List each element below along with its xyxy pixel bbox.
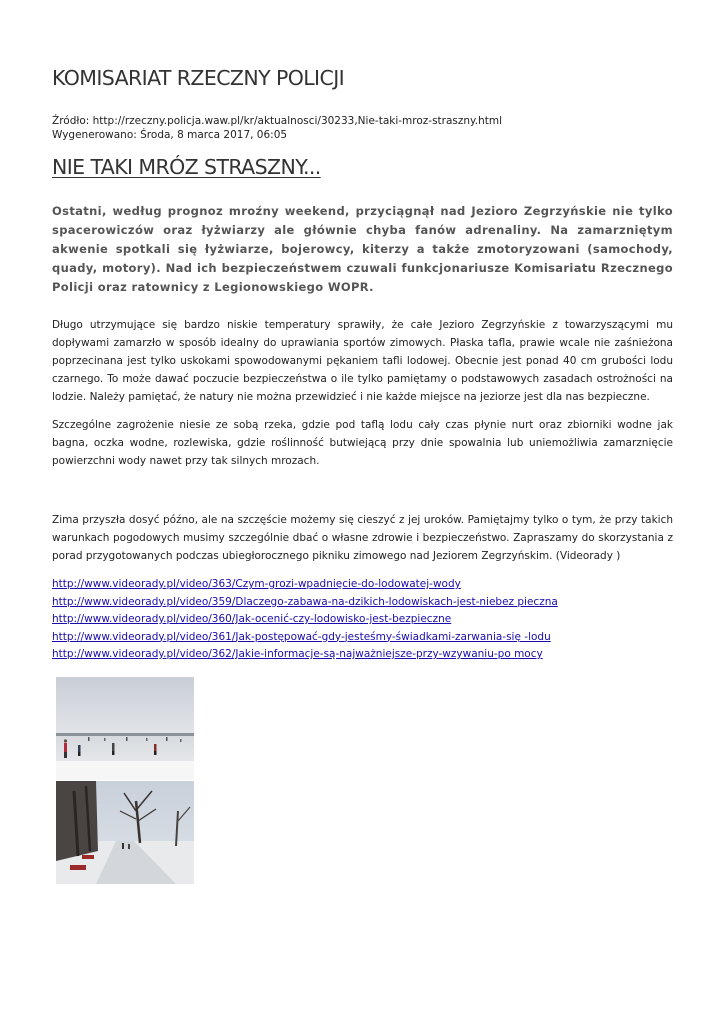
- video-link-5[interactable]: http://www.videorady.pl/video/362/Jakie-informacje-są-najważniejsze-przy-wzywaniu-po mocy: [52, 648, 543, 660]
- article-paragraph-2: Szczególne zagrożenie niesie ze sobą rzeka, gdzie pod taflą lodu cały czas płynie nurt oraz zbiorniki wodne jak bagna, oczka wodne, rozlewiska, gdzie roślinność butwiejącą przy dnie spowalnia lub uniemożliwia zamarznięcie powierzchni wody nawet przy tak silnych mrozach.: [52, 419, 673, 467]
- list-item: [52, 594, 558, 612]
- article-paragraph-3: Zima przyszła dosyć późno, ale na szczęście możemy się cieszyć z jej uroków. Pamiętajmy tylko o tym, że przy takich warunkach pogodowych musimy szczególnie dbać o własne zdrowie i bezpieczeństwo. Zapraszamy do skorzystania z porad przygotowanych podczas ubiegłorocznego pikniku zimowego nad Jeziorem Zegrzyńskim. (Videorady ): [52, 514, 673, 562]
- video-link-4[interactable]: http://www.videorady.pl/video/361/Jak-postępować-gdy-jesteśmy-świadkami-zarwania-się -lodu: [52, 630, 551, 643]
- list-item: [52, 576, 558, 594]
- frozen-lake-photo: [56, 677, 194, 780]
- video-links-list: [52, 576, 558, 664]
- article-paragraph-1: Długo utrzymujące się bardzo niskie temperatury sprawiły, że całe Jezioro Zegrzyńskie z towarzyszącymi mu dopływami zamarzło w sposób idealny do uprawiania sportów zimowych. Płaska tafla, prawie wcale nie zaśnieżona poprzecinana jest tylko uskokami spowodowanymi pękaniem tafli lodowej. Obecnie jest ponad 40 cm grubości lodu czarnego. To może dawać poczucie bezpieczeństwa o ile tylko pamiętamy o podstawowych zasadach ostrożności na lodzie. Należy pamiętać, że natury nie można przewidzieć i nie każde miejsce na jeziorze jest dla nas bezpieczne.: [52, 319, 673, 403]
- source-line: Źródło: http://rzeczny.policja.waw.pl/kr/aktualnosci/30233,Nie-taki-mroz-straszny.html: [52, 115, 503, 127]
- list-item: [52, 611, 558, 629]
- list-item: [52, 646, 558, 664]
- article-lead: Ostatni, według prognoz mroźny weekend, przyciągnął nad Jezioro Zegrzyńskie nie tylko spacerowiczów oraz łyżwiarzy ale głównie chyba fanów adrenaliny. Na zamarzniętym akwenie spotkali się łyżwiarze, bojerowcy, kiterzy a także zmotoryzowani (samochody, quady, motory). Nad ich bezpieczeństwem czuwali funkcjonariusze Komisariatu Rzecznego Policji oraz ratownicy z Legionowskiego WOPR.: [52, 204, 673, 294]
- video-link-3[interactable]: http://www.videorady.pl/video/360/Jak-ocenić-czy-lodowisko-jest-bezpieczne: [52, 613, 452, 625]
- document-meta: [52, 114, 502, 142]
- snowy-promenade-photo: [56, 781, 194, 884]
- video-link-2[interactable]: http://www.videorady.pl/video/359/Dlaczego-zabawa-na-dzikich-lodowiskach-jest-niebez pieczna: [52, 595, 558, 608]
- generated-line: Wygenerowano: Środa, 8 marca 2017, 06:05: [52, 129, 288, 141]
- video-link-1[interactable]: http://www.videorady.pl/video/363/Czym-grozi-wpadnięcie-do-lodowatej-wody: [52, 578, 461, 590]
- site-title: KOMISARIAT RZECZNY POLICJI: [52, 66, 345, 90]
- list-item: [52, 629, 558, 647]
- article-title: NIE TAKI MRÓZ STRASZNY...: [52, 155, 321, 179]
